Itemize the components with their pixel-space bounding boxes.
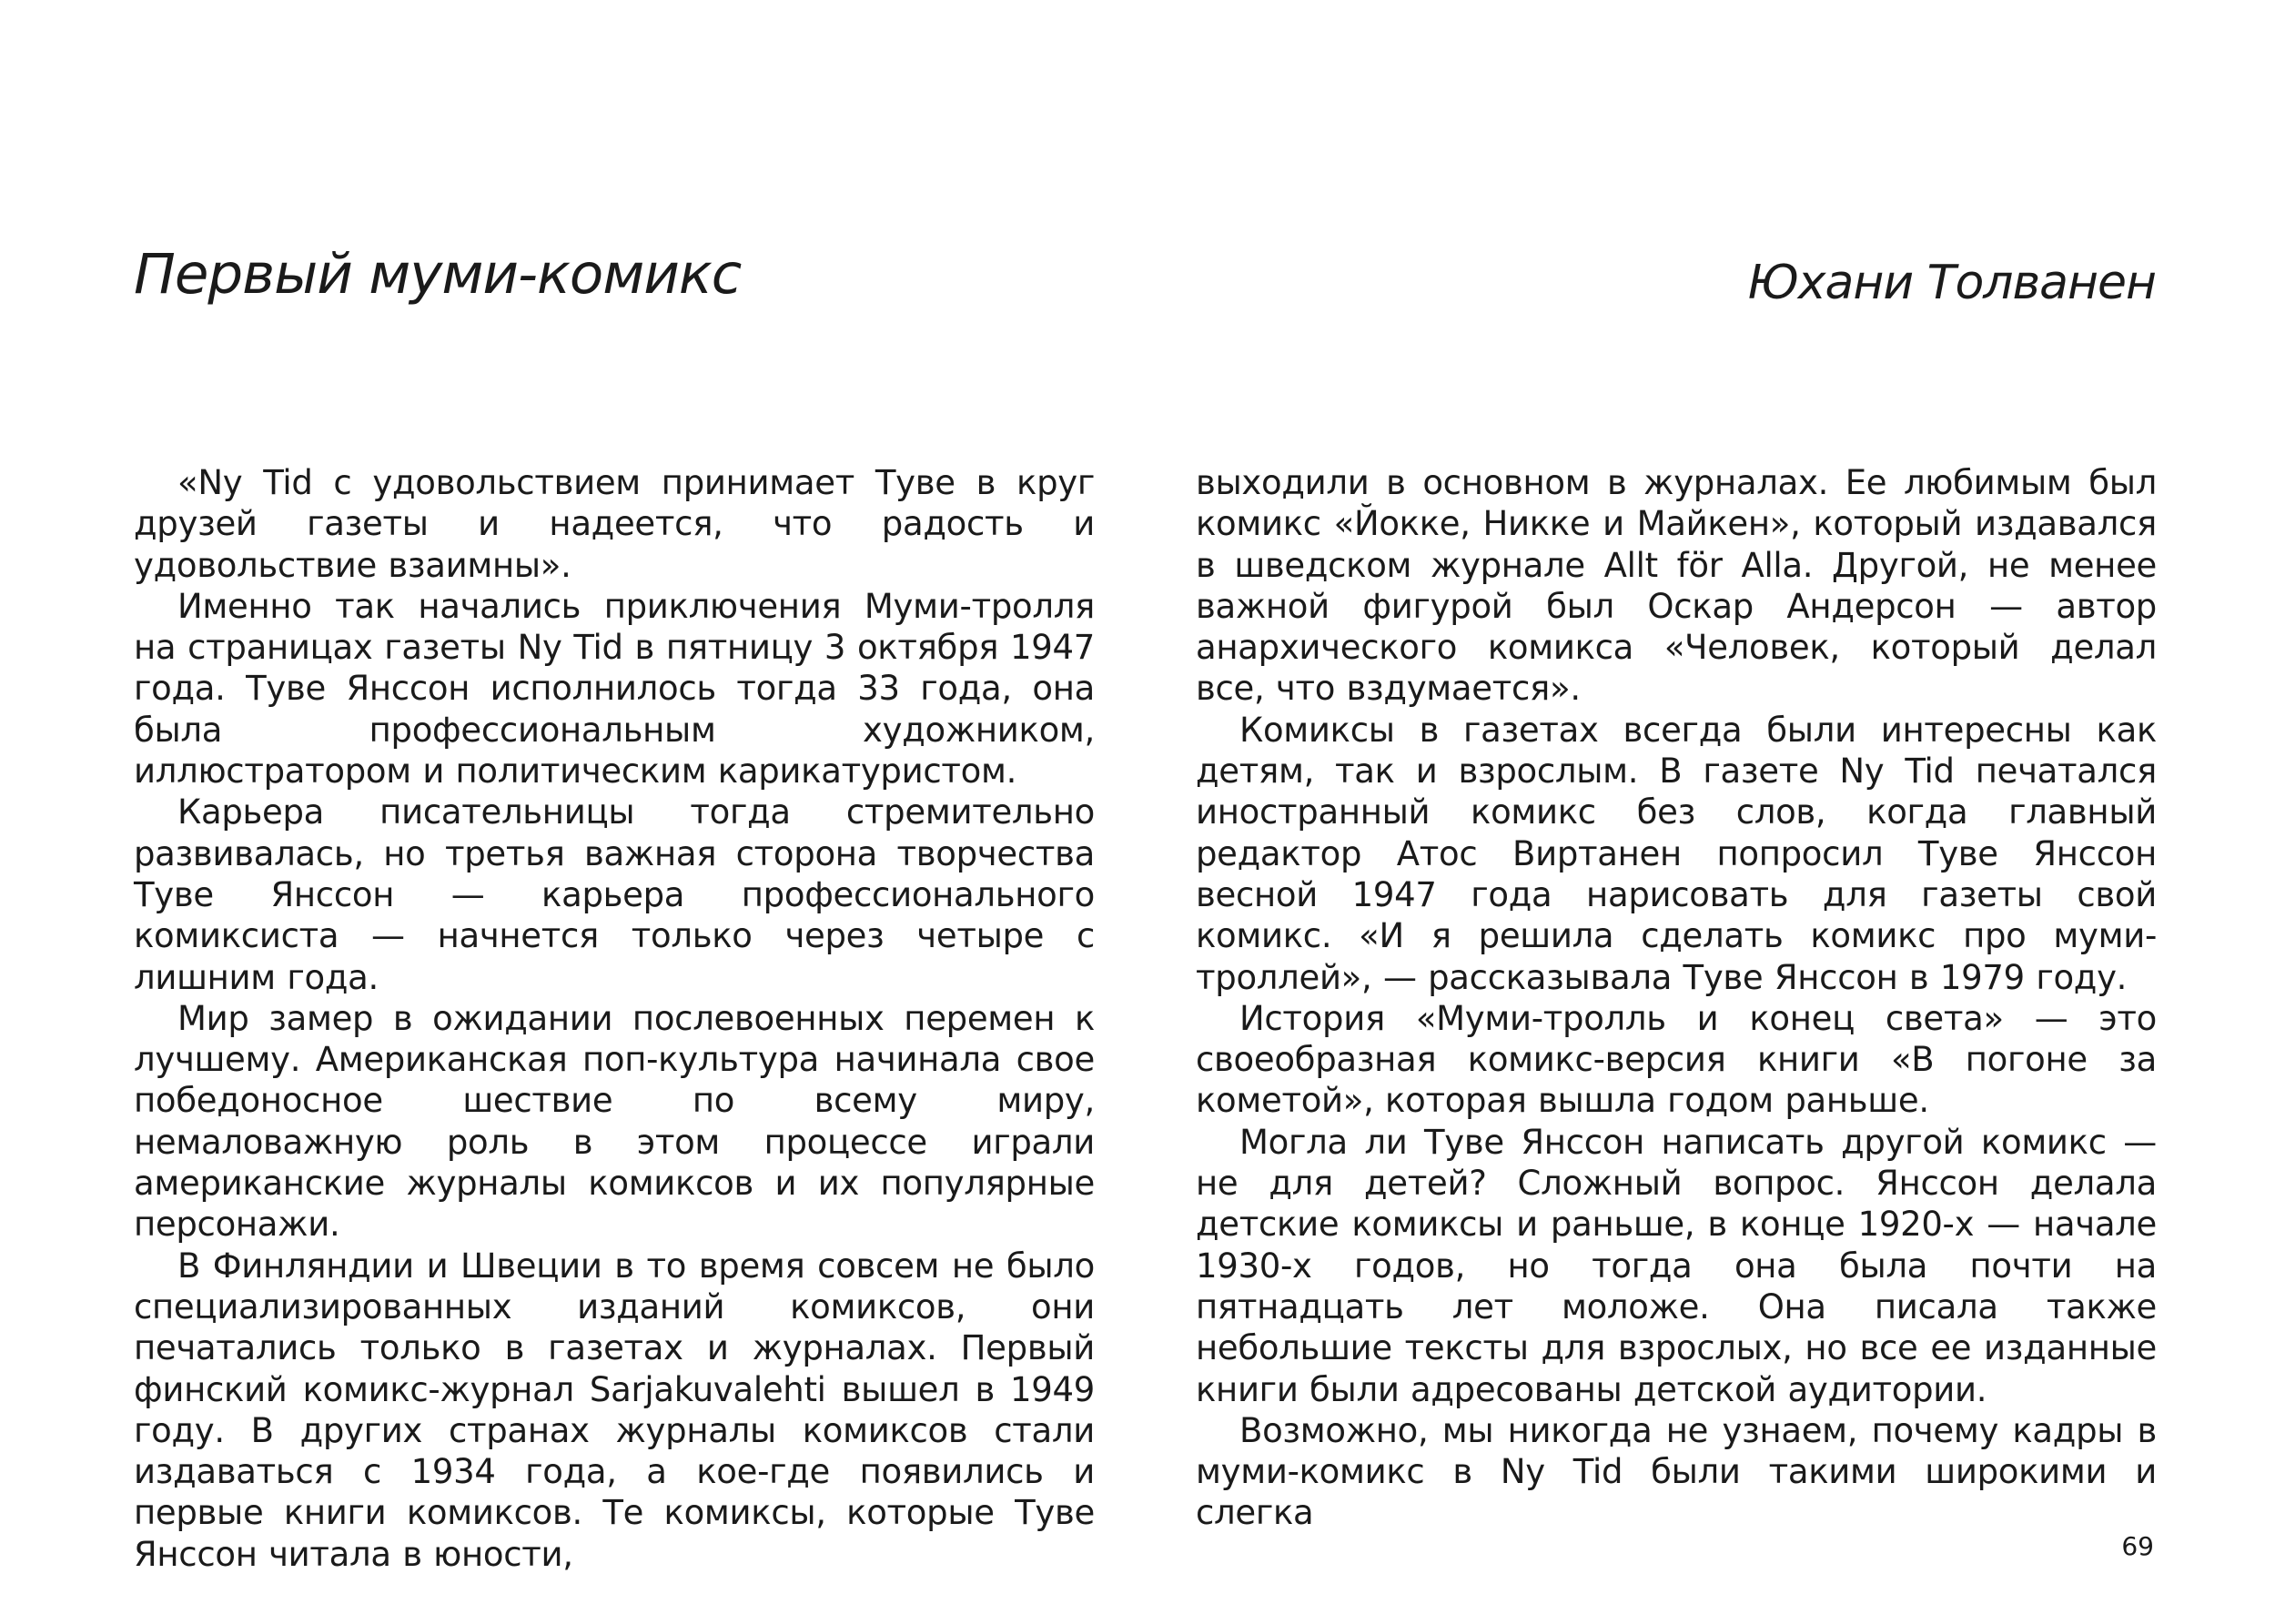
page-number: 69 <box>2121 1531 2154 1561</box>
paragraph: В Финляндии и Швеции в то время совсем не было специализированных изданий комиксов, они печатались только в газетах и журналах. Первый финский комикс-журнал Sarjakuvalehti вышел в 1949 году. В других странах журналы комиксов стали издаваться с 1934 года, а кое-где появились и первые книги комиксов. Те комиксы, которые Туве Янссон читала в юности, <box>134 1246 1095 1574</box>
paragraph: Могла ли Туве Янссон написать другой комикс — не для детей? Сложный вопрос. Янссон делала детские комиксы и раньше, в конце 1920-х — начале 1930-х годов, но тогда она была почти на пятнадцать лет моложе. Она писала также небольшие тексты для взрослых, но все ее изданные книги были адресованы детской аудитории. <box>1196 1122 2157 1409</box>
chapter-title: Первый муми-комикс <box>134 242 742 307</box>
paragraph: Именно так начались приключения Муми-тролля на страницах газеты Ny Tid в пятницу 3 октября 1947 года. Туве Янссон исполнилось тогда 33 года, она была профессиональным художником, иллюстратором и политическим карикатуристом. <box>134 586 1095 792</box>
text-column-right <box>1196 462 2157 1534</box>
paragraph: Мир замер в ожидании послевоенных перемен к лучшему. Американская поп-культура начинала свое победоносное шествие по всему миру, немаловажную роль в этом процессе играли американские журналы комиксов и их популярные персонажи. <box>134 998 1095 1245</box>
paragraph: Возможно, мы никогда не узнаем, почему кадры в муми-комикс в Ny Tid были такими широкими и слегка <box>1196 1410 2157 1533</box>
text-column-left <box>134 462 1095 1575</box>
paragraph: Карьера писательницы тогда стремительно развивалась, но третья важная сторона творчества Туве Янссон — карьера профессионального комиксиста — начнется только через четыре с лишним года. <box>134 792 1095 997</box>
chapter-author: Юхани Толванен <box>1747 256 2156 310</box>
paragraph: выходили в основном в журналах. Ее любимым был комикс «Йокке, Никке и Майкен», который издавался в шведском журнале Allt för Alla. Другой, не менее важной фигурой был Оскар Андерсон — автор анархического комикса «Человек, который делал все, что вздумается». <box>1196 463 2157 709</box>
paragraph: История «Муми-тролль и конец света» — это своеобразная комикс-версия книги «В погоне за кометой», которая вышла годом раньше. <box>1196 998 2157 1121</box>
paragraph: Комиксы в газетах всегда были интересны как детям, так и взрослым. В газете Ny Tid печатался иностранный комикс без слов, когда главный редактор Атос Виртанен попросил Туве Янссон весной 1947 года нарисовать для газеты свой комикс. «И я решила сделать комикс про муми-троллей», — рассказывала Туве Янссон в 1979 году. <box>1196 710 2157 997</box>
paragraph: «Ny Tid с удовольствием принимает Туве в круг друзей газеты и надеется, что радость и удовольствие взаимны». <box>134 463 1095 585</box>
